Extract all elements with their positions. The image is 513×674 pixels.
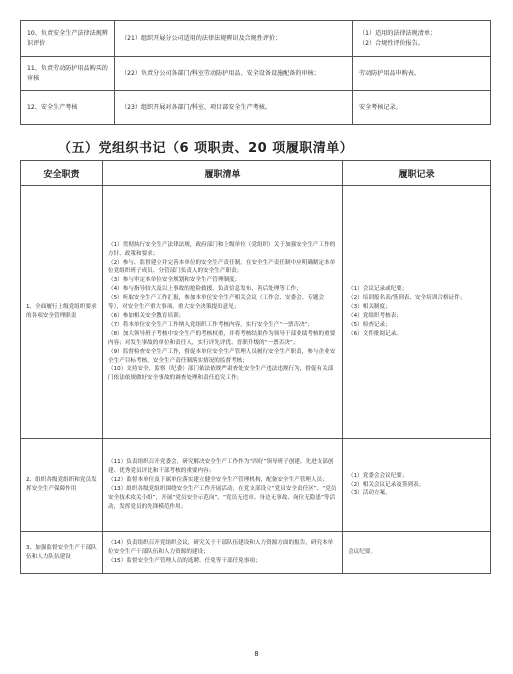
task-item: （21）组织开展分公司适用的法律法规辨识及合规性评价； [121, 34, 282, 42]
record-cell [353, 57, 491, 91]
table-header-row [21, 161, 491, 186]
task-cell [103, 532, 343, 574]
duty-cell: 2、组织各级党组织和党员发挥安全生产保障作用 [21, 439, 103, 532]
task-item: （4）参与指导较大及以上事故的抢险救援，负责信息发布，善后处理等工作； [108, 286, 302, 293]
record-item: （1）适用的法律法规清单； [359, 29, 437, 37]
task-item: （12）监督本单位及下属单位落实建立健全安全生产管理机构，配备安全生产管理人员； [108, 477, 328, 484]
task-item: （13）组织各级党组织围绕安全生产工作开展活动，在党支部设立“党员安全责任区”、“党员安全技术攻关小组”，开展“党员安全示范岗”、“党员无违章、身边无事故、岗位无隐患”等活动，发挥党员的先锋模范作用； [108, 486, 337, 510]
task-item: （10）支持安全、监察（纪委）部门依法依规严肃查处安全生产违法违规行为，督促有关部门依法依规做好安全事故的调查处理和责任追究工作； [108, 366, 334, 382]
task-item: （23）组织开展对各部门/科室、项目部安全生产考核。 [121, 103, 271, 111]
task-item: （9）监督检查安全生产工作，督促本单位安全生产管理人员履行安全生产职责，参与企业安全生产目标考核、安全生产责任制落实情况的监督考核； [108, 348, 336, 364]
record-item: （1）会议记录或纪要； [348, 286, 408, 293]
task-item: （11）负责组织召开党委会，研究解决安全生产工作作为“四好”领导班子创建、先进支部创建、优秀党员评比和干部考核的重要内容； [108, 459, 334, 475]
top-duty-table [20, 20, 491, 125]
task-item: （6）参加相关安全教育培训； [108, 313, 185, 319]
task-item: （14）负责组织召开党组织会议，研究关于干部队伍建设和人力资源方面的报告，研究本单位安全生产干部队伍和人力资源的建设； [108, 540, 334, 556]
task-item: （22）负责分公司各部门/科室劳动防护用品、安全设备设施配备的审核； [121, 69, 320, 77]
record-item: （2）相关会议记录及签到表； [348, 481, 425, 488]
task-item: （3）参与审定本单位安全规划和安全生产管理制度； [108, 277, 241, 284]
record-item: 会议纪要。 [348, 549, 376, 556]
table-row [21, 91, 491, 125]
record-item: 安全考核记录。 [359, 103, 402, 111]
task-item: （1）贯彻执行安全生产法律法规，政府部门和上级单位（党组织）关于加强安全生产工作的方针、政策和要求； [108, 241, 336, 257]
record-item: （3）活动方案。 [348, 490, 391, 497]
party-secretary-duty-table [20, 160, 491, 574]
record-cell [353, 91, 491, 125]
task-cell [103, 186, 343, 439]
record-cell [343, 532, 491, 574]
column-header-duty: 安全职责 [21, 161, 103, 186]
duty-cell: 12、安全生产考核 [21, 91, 115, 125]
duty-cell: 1、全面履行上级党组织要求的各项安全管理职责 [21, 186, 103, 439]
task-cell [115, 57, 353, 91]
task-item: （15）监督安全生产管理人员的选聘、任免等干部任免事项； [108, 557, 261, 564]
task-item: （5）听取安全生产工作汇报，参加本单位安全生产相关会议（工作会、安委会、专题会等），对安全生产重大事项、重大安全决策提出意见； [108, 295, 325, 311]
record-item: （4）党组织考核表； [348, 313, 402, 319]
task-cell [115, 21, 353, 57]
table-row [21, 57, 491, 91]
record-cell [343, 186, 491, 439]
record-item: （5）检查记录； [348, 321, 391, 328]
record-item: （3）相关制度； [348, 304, 391, 311]
column-header-tasks: 履职清单 [103, 161, 343, 186]
record-item: （1）党委会会议纪要； [348, 472, 408, 479]
task-cell [115, 91, 353, 125]
record-item: （2）合规性评价报告。 [359, 39, 424, 47]
record-cell [343, 439, 491, 532]
task-item: （7）将本单位安全生产工作纳入党组织工作考核内容，实行安全生产“一票否决”； [108, 321, 314, 328]
record-item: （6）文件批阅记录。 [348, 330, 402, 337]
table-row [21, 186, 491, 439]
duty-cell: 10、负责安全生产法律法规辨识评价 [21, 21, 115, 57]
record-item: 劳动防护用品申购表。 [359, 69, 420, 77]
duty-cell: 3、加强监督安全生产干部队伍和人力队伍建设 [21, 532, 103, 574]
table-row [21, 439, 491, 532]
column-header-records: 履职记录 [343, 161, 491, 186]
task-item: （8）加大领导班子考核中安全生产的考核权重，并将考核结果作为领导干部业绩考核的重要内容；对发生事故的单位和责任人，实行评先评优、晋职升级的“一票否决”； [108, 330, 336, 346]
table-row [21, 532, 491, 574]
task-item: （2）参与、监督建立并完善本单位的安全生产责任制，在安全生产责任制中应明确制定本单位党组织班子成员、分管部门负责人的安全生产职责； [108, 259, 336, 275]
page-number: 8 [254, 650, 259, 658]
section-heading: （五）党组织书记（6 项职责、20 项履职清单） [58, 141, 354, 156]
duty-cell: 11、负责劳动防护用品购买的审核 [21, 57, 115, 91]
task-cell [103, 439, 343, 532]
record-item: （2）培训报名表/签到表、安全培训合格证件； [348, 295, 466, 302]
record-cell [353, 21, 491, 57]
table-row [21, 21, 491, 57]
